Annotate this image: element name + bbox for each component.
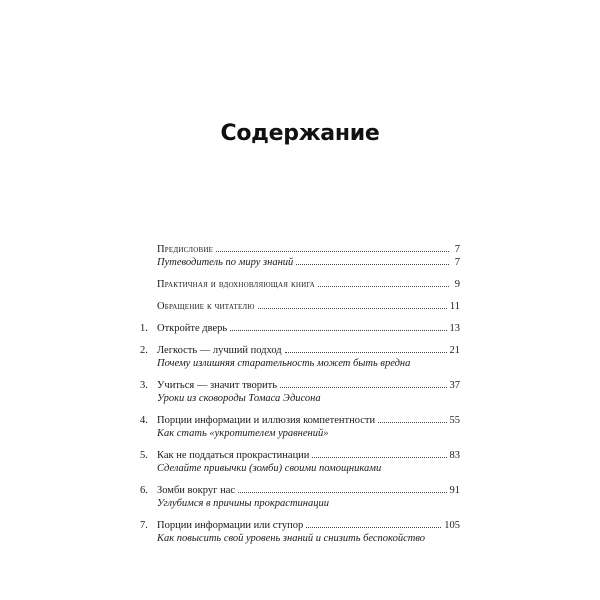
toc-entry-address-to-reader[interactable]	[140, 300, 460, 313]
toc-subline	[140, 532, 460, 545]
toc-line	[140, 300, 460, 313]
toc-line	[140, 344, 460, 357]
dot-leader	[280, 386, 446, 388]
toc-entry-chapter-4[interactable]	[140, 414, 460, 440]
toc-entry-subtitle: Как стать «укротителем уравнений»	[157, 428, 329, 439]
toc-subline	[140, 357, 460, 370]
toc-page-number: 7	[454, 257, 460, 268]
toc-page-number: 21	[449, 345, 460, 356]
dot-leader	[296, 263, 449, 265]
toc-entry-subtitle: Сделайте привычки (зомби) своими помощниками	[157, 463, 382, 474]
toc-entry-title: Как не поддаться прокрастинации	[157, 450, 310, 461]
toc-entry-title: Предисловие	[157, 244, 214, 255]
dot-leader	[318, 285, 449, 287]
toc-entry-title: Обращение к читателю	[157, 301, 255, 312]
dot-leader	[258, 307, 447, 309]
toc-entry-chapter-6[interactable]	[140, 484, 460, 510]
dot-leader	[306, 526, 441, 528]
toc-number: 7.	[140, 520, 148, 531]
toc-entry-title: Практичная и вдохновляющая книга	[157, 279, 316, 290]
toc-entry-title: Откройте дверь	[157, 323, 228, 334]
toc-entry-title: Учиться — значит творить	[157, 380, 278, 391]
toc-entry-subtitle: Почему излишняя старательность может быть вредна	[157, 358, 411, 369]
toc-entry-subtitle: Как повысить свой уровень знаний и снизить беспокойство	[157, 533, 425, 544]
dot-leader	[312, 456, 446, 458]
toc-page-number: 13	[449, 323, 460, 334]
toc-page-number: 83	[449, 450, 460, 461]
toc-number: 1.	[140, 323, 148, 334]
toc-page-number: 7	[454, 244, 460, 255]
toc-entry-subtitle: Уроки из сковороды Томаса Эдисона	[157, 393, 321, 404]
dot-leader	[230, 329, 446, 331]
toc-line	[140, 449, 460, 462]
toc-number: 6.	[140, 485, 148, 496]
toc-entry-chapter-2[interactable]	[140, 344, 460, 370]
toc-page-number: 91	[449, 485, 460, 496]
toc-entry-subtitle: Путеводитель по миру знаний	[157, 257, 294, 268]
toc-entry-chapter-7[interactable]	[140, 519, 460, 545]
toc-line	[140, 414, 460, 427]
toc-entry-subtitle: Углубимся в причины прокрастинации	[157, 498, 329, 509]
toc-subline	[140, 256, 460, 269]
toc-entry-preface[interactable]	[140, 243, 460, 269]
toc-number: 3.	[140, 380, 148, 391]
toc-entry-title: Легкость — лучший подход	[157, 345, 282, 356]
toc-entry-title: Порции информации или ступор	[157, 520, 304, 531]
toc-line	[140, 278, 460, 291]
dot-leader	[378, 421, 446, 423]
dot-leader	[216, 250, 449, 252]
toc-number: 5.	[140, 450, 148, 461]
table-of-contents	[140, 243, 460, 554]
toc-page-number: 55	[449, 415, 460, 426]
toc-line	[140, 484, 460, 497]
toc-entry-chapter-3[interactable]	[140, 379, 460, 405]
toc-entry-chapter-5[interactable]	[140, 449, 460, 475]
toc-line	[140, 243, 460, 256]
toc-page-number: 105	[444, 520, 460, 531]
toc-number: 4.	[140, 415, 148, 426]
toc-number: 2.	[140, 345, 148, 356]
toc-line	[140, 519, 460, 532]
toc-line	[140, 379, 460, 392]
toc-entry-title: Порции информации и иллюзия компетентности	[157, 415, 376, 426]
dot-leader	[238, 491, 446, 493]
toc-entry-chapter-1[interactable]	[140, 322, 460, 335]
toc-page-number: 11	[449, 301, 460, 312]
toc-line	[140, 322, 460, 335]
toc-subline	[140, 392, 460, 405]
toc-page-number: 9	[454, 279, 460, 290]
toc-subline	[140, 462, 460, 475]
toc-subline	[140, 497, 460, 510]
toc-subline	[140, 427, 460, 440]
toc-entry-foreword[interactable]	[140, 278, 460, 291]
page-title: Содержание	[220, 121, 380, 146]
toc-page-number: 37	[449, 380, 460, 391]
toc-entry-title: Зомби вокруг нас	[157, 485, 236, 496]
dot-leader	[285, 351, 447, 353]
